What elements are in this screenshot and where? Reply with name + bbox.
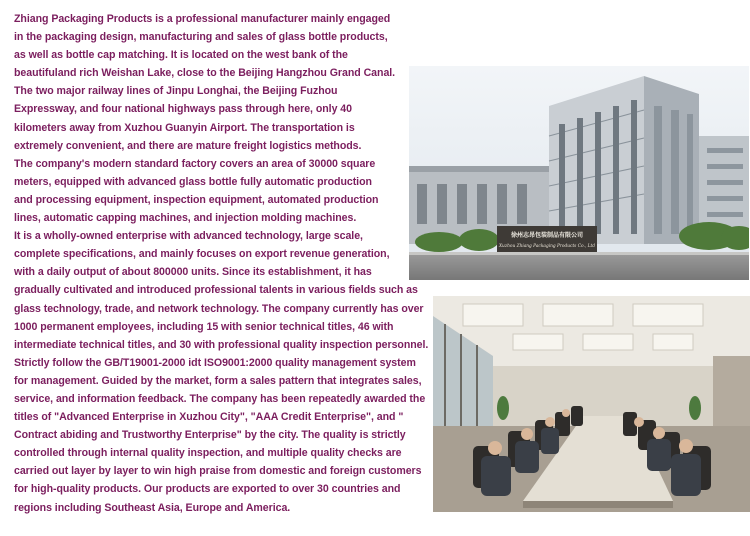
intro-line: kilometers away from Xuzhou Guanyin Airport. The transportation is	[14, 121, 355, 134]
factory-building-photo	[409, 66, 749, 280]
intro-line: extremely convenient, and there are mature freight logistics methods.	[14, 139, 362, 152]
intro-line: Zhiang Packaging Products is a professional manufacturer mainly engaged	[14, 13, 391, 25]
company-sign-wall	[497, 226, 597, 254]
meeting-room-photo	[433, 296, 750, 512]
intro-line: controlled through internal quality inspection, and multiple quality checks are	[14, 447, 402, 460]
meeting-illustration	[433, 296, 750, 512]
intro-line: and processing equipment, inspection equipment, automated production	[14, 193, 379, 206]
intro-line: service, and information feedback. The company has been repeatedly awarded the	[14, 392, 426, 405]
intro-line: Contract abiding and Trustworthy Enterprise" by the city. The quality is strictly	[14, 429, 406, 442]
intro-line: The two major railway lines of Jinpu Longhai, the Beijing Fuzhou	[14, 85, 338, 98]
intro-line: glass technology, trade, and network technology. The company currently has over	[14, 302, 424, 315]
company-intro-text	[14, 10, 444, 517]
intro-line: 1000 permanent employees, including 15 with senior technical titles, 46 with	[14, 320, 394, 333]
intro-line: The company's modern standard factory covers an area of 30000 square	[14, 157, 376, 170]
intro-line: Expressway, and four national highways pass through here, only 40	[14, 103, 352, 116]
intro-line: for management. Guided by the market, form a sales pattern that integrates sales,	[14, 374, 422, 387]
intro-line: intermediate technical titles, and 30 with professional quality inspection personnel.	[14, 338, 429, 351]
intro-line: titles of "Advanced Enterprise in Xuzhou City", "AAA Credit Enterprise", and "	[14, 411, 404, 424]
factory-illustration	[409, 66, 749, 280]
intro-line: in the packaging design, manufacturing and sales of glass bottle products,	[14, 31, 388, 44]
intro-line: as well as bottle cap matching. It is located on the west bank of the	[14, 49, 348, 62]
intro-line: Strictly follow the GB/T19001-2000 idt ISO9001:2000 quality management system	[14, 356, 416, 369]
intro-line: complete specifications, and mainly focuses on export revenue generation,	[14, 248, 390, 261]
intro-line: gradually cultivated and introduced professional talents in various fields such as	[14, 284, 418, 297]
intro-line: It is a wholly-owned enterprise with advanced technology, large scale,	[14, 230, 363, 243]
intro-line: lines, automatic capping machines, and injection molding machines.	[14, 212, 357, 225]
company-sign-cn: 徐州志昂包装制品有限公司	[510, 232, 584, 239]
intro-line: with a daily output of about 800000 units. Since its establishment, it has	[14, 266, 372, 279]
intro-line: regions including Southeast Asia, Europe and America.	[14, 501, 291, 514]
intro-line: beautifuland rich Weishan Lake, close to the Beijing Hangzhou Grand Canal.	[14, 67, 396, 80]
intro-line: carried out layer by layer to win high praise from domestic and foreign customers	[14, 465, 422, 478]
intro-line: for high-quality products. Our products are exported to over 30 countries and	[14, 483, 401, 496]
intro-line: meters, equipped with advanced glass bottle fully automatic production	[14, 175, 372, 188]
company-sign-en: Xuzhou Zhiang Packaging Products Co., Ltd	[499, 244, 595, 249]
